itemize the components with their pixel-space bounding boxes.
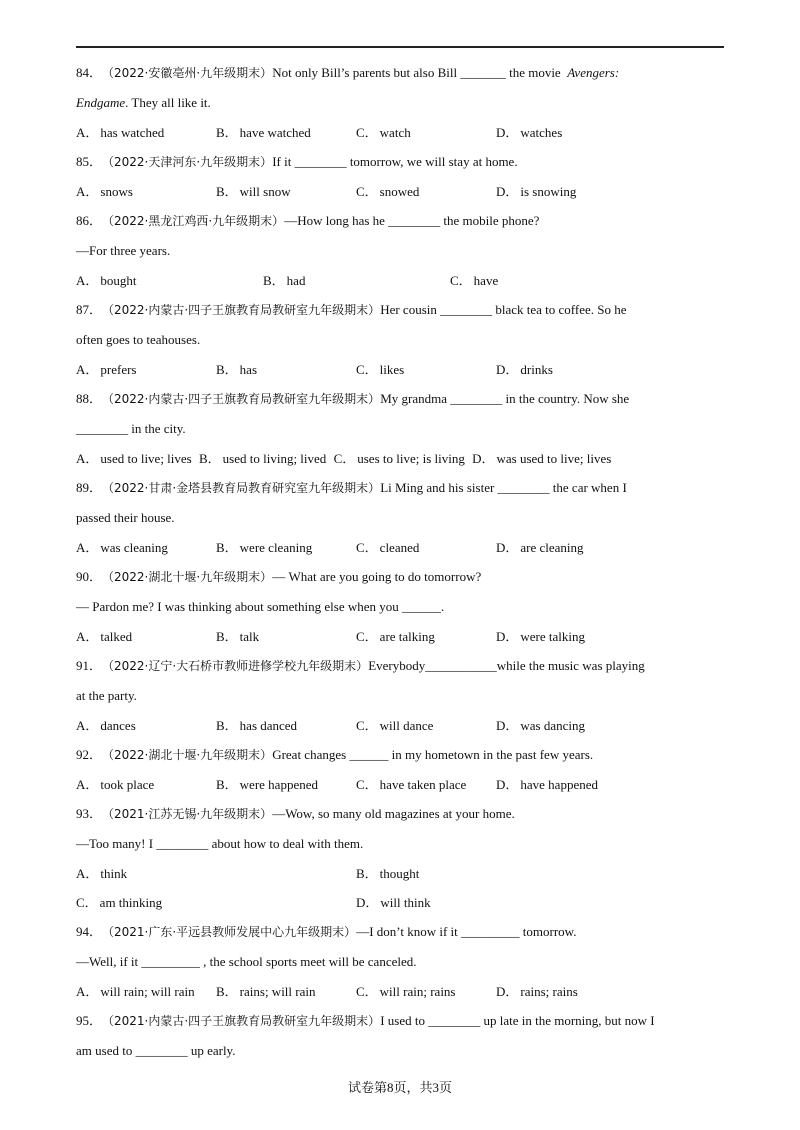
question-text: passed their house.: [76, 510, 175, 525]
header-rule: [76, 46, 724, 48]
option-a[interactable]: A． snows: [76, 184, 133, 199]
option-a[interactable]: A． bought: [76, 273, 137, 288]
options: [76, 177, 726, 206]
question-number: 89．: [76, 480, 103, 495]
option-d[interactable]: D． were talking: [496, 629, 586, 644]
options: [76, 859, 726, 888]
option-a[interactable]: A． used to live; lives: [76, 451, 192, 466]
options: [76, 533, 726, 562]
option-d[interactable]: D． drinks: [496, 362, 553, 377]
option-b[interactable]: B． will snow: [216, 184, 291, 199]
question-text: . They all like it.: [125, 95, 211, 110]
option-b[interactable]: B． used to living; lived: [199, 451, 327, 466]
option-c[interactable]: C． will dance: [356, 718, 434, 733]
question-number: 95．: [76, 1013, 103, 1028]
page-footer: 试卷第8页，共3页: [347, 1080, 452, 1095]
question-text: If it ________ tomorrow, we will stay at home.: [272, 154, 518, 169]
options: [76, 622, 726, 651]
question-text: —Wow, so many old magazines at your home.: [272, 806, 515, 821]
question-number: 86．: [76, 213, 103, 228]
question-87: [76, 295, 726, 384]
question-number: 93．: [76, 806, 103, 821]
options: [76, 444, 726, 473]
question-source: （2022·安徽亳州·九年级期末）: [108, 66, 273, 80]
question-source: （2022·内蒙古·四子王旗教育局教研室九年级期末）: [108, 303, 381, 317]
option-c[interactable]: C． uses to live; is living: [333, 451, 465, 466]
question-text: often goes to teahouses.: [76, 332, 201, 347]
option-b[interactable]: B． talk: [216, 629, 260, 644]
question-number: 87．: [76, 302, 103, 317]
question-source: （2022·内蒙古·四子王旗教育局教研室九年级期末）: [108, 392, 381, 406]
option-a[interactable]: A． was cleaning: [76, 540, 168, 555]
question-source: （2021·江苏无锡·九年级期末）: [108, 807, 273, 821]
option-c[interactable]: C． snowed: [356, 184, 420, 199]
question-number: 84．: [76, 65, 103, 80]
question-source: （2021·广东·平远县教师发展中心九年级期末）: [108, 925, 357, 939]
option-d[interactable]: D． is snowing: [496, 184, 577, 199]
option-b[interactable]: B． rains; will rain: [216, 984, 316, 999]
question-text: Her cousin ________ black tea to coffee. So he: [380, 302, 627, 317]
movie-title-part: Endgame: [76, 95, 126, 110]
options: [76, 711, 726, 740]
question-text: —For three years.: [76, 243, 171, 258]
option-a[interactable]: A． has watched: [76, 125, 165, 140]
question-89: [76, 473, 726, 562]
question-source: （2022·黑龙江鸡西·九年级期末）: [108, 214, 285, 228]
question-source: （2022·辽宁·大石桥市教师进修学校九年级期末）: [108, 659, 369, 673]
option-c[interactable]: C． cleaned: [356, 540, 420, 555]
question-number: 94．: [76, 924, 103, 939]
option-b[interactable]: B． had: [263, 273, 306, 288]
question-text: Li Ming and his sister ________ the car when I: [380, 480, 627, 495]
option-a[interactable]: A． dances: [76, 718, 136, 733]
option-d[interactable]: D． was dancing: [496, 718, 586, 733]
question-text: I used to ________ up late in the morning, but now I: [380, 1013, 655, 1028]
question-text: Not only Bill’s parents but also Bill _______ the movie: [272, 65, 561, 80]
option-a[interactable]: A． think: [76, 866, 128, 881]
question-93: [76, 799, 726, 917]
question-number: 85．: [76, 154, 103, 169]
question-text: —How long has he ________ the mobile phone?: [284, 213, 540, 228]
question-number: 90．: [76, 569, 103, 584]
option-d[interactable]: D． will think: [356, 895, 431, 910]
option-d[interactable]: D． was used to live; lives: [472, 451, 612, 466]
option-d[interactable]: D． have happened: [496, 777, 598, 792]
question-text: — Pardon me? I was thinking about something else when you ______.: [76, 599, 445, 614]
question-text: Great changes ______ in my hometown in the past few years.: [272, 747, 594, 762]
question-number: 88．: [76, 391, 103, 406]
option-d[interactable]: D． are cleaning: [496, 540, 584, 555]
option-b[interactable]: B． has: [216, 362, 258, 377]
options: [76, 355, 726, 384]
option-a[interactable]: A． will rain; will rain: [76, 984, 195, 999]
question-91: [76, 651, 726, 740]
question-text: My grandma ________ in the country. Now she: [380, 391, 630, 406]
question-text: at the party.: [76, 688, 137, 703]
option-c[interactable]: C． am thinking: [76, 895, 163, 910]
option-b[interactable]: B． has danced: [216, 718, 298, 733]
question-text: — What are you going to do tomorrow?: [272, 569, 482, 584]
movie-title-part: Avengers:: [567, 65, 620, 80]
option-d[interactable]: D． rains; rains: [496, 984, 578, 999]
option-a[interactable]: A． prefers: [76, 362, 137, 377]
question-text: —I don’t know if it _________ tomorrow.: [356, 924, 577, 939]
option-a[interactable]: A． talked: [76, 629, 133, 644]
option-c[interactable]: C． will rain; rains: [356, 984, 456, 999]
option-c[interactable]: C． have: [450, 273, 499, 288]
option-b[interactable]: B． were happened: [216, 777, 318, 792]
question-text: Everybody___________while the music was playing: [368, 658, 645, 673]
option-c[interactable]: C． are talking: [356, 629, 435, 644]
option-b[interactable]: B． have watched: [216, 125, 311, 140]
question-source: （2022·甘肃·金塔县教育局教育研究室九年级期末）: [108, 481, 381, 495]
question-text: —Well, if it _________ , the school sports meet will be canceled.: [76, 954, 417, 969]
question-95: [76, 1006, 726, 1066]
options: [76, 888, 726, 917]
question-92: [76, 740, 726, 799]
option-d[interactable]: D． watches: [496, 125, 563, 140]
question-text: am used to ________ up early.: [76, 1043, 236, 1058]
option-a[interactable]: A． took place: [76, 777, 155, 792]
question-number: 92．: [76, 747, 103, 762]
option-c[interactable]: C． have taken place: [356, 777, 467, 792]
question-source: （2022·湖北十堰·九年级期末）: [108, 570, 273, 584]
question-source: （2021·内蒙古·四子王旗教育局教研室九年级期末）: [108, 1014, 381, 1028]
question-90: [76, 562, 726, 651]
question-94: [76, 917, 726, 1006]
question-number: 91．: [76, 658, 103, 673]
options: [76, 977, 726, 1006]
question-85: [76, 147, 726, 206]
question-source: （2022·天津河东·九年级期末）: [108, 155, 273, 169]
options: [76, 118, 726, 147]
question-text: —Too many! I ________ about how to deal with them.: [76, 836, 364, 851]
question-88: [76, 384, 726, 473]
option-b[interactable]: B． thought: [356, 866, 420, 881]
option-b[interactable]: B． were cleaning: [216, 540, 313, 555]
options: [76, 266, 726, 295]
question-86: [76, 206, 726, 295]
question-text: ________ in the city.: [76, 421, 186, 436]
question-source: （2022·湖北十堰·九年级期末）: [108, 748, 273, 762]
question-list: [76, 58, 726, 1066]
option-c[interactable]: C． watch: [356, 125, 411, 140]
question-84: [76, 58, 726, 147]
option-c[interactable]: C． likes: [356, 362, 405, 377]
options: [76, 770, 726, 799]
